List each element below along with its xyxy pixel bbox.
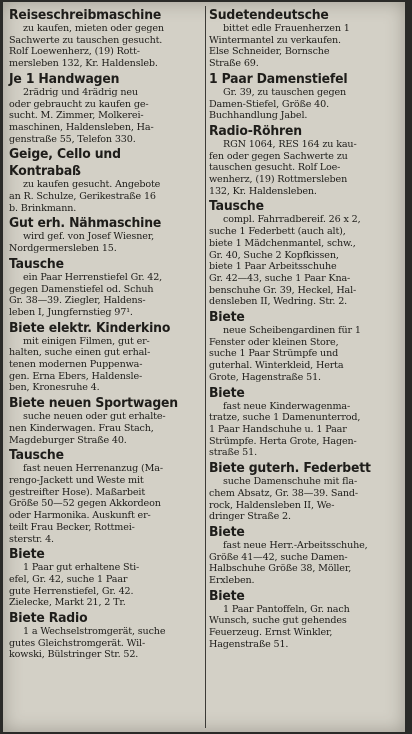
ad-headline: Reiseschreibmaschine: [9, 7, 162, 23]
ad-text-line: an R. Schulze, Gerikestraße 16: [9, 191, 156, 203]
ad-text-line: Gr. 42—43, suche 1 Paar Kna-: [209, 272, 351, 284]
ad-text-line: Hagenstraße 51.: [209, 638, 289, 650]
ad-headline: Biete: [9, 546, 45, 563]
ad-headline: Tausche: [9, 255, 64, 272]
ad-text-line: fast neuen Herrenanzug (Ma-: [23, 463, 163, 475]
ad-headline: Tausche: [9, 447, 64, 464]
ad-text-line: Strümpfe. Herta Grote, Hagen-: [209, 435, 357, 447]
ad-text-line: mersleben 132, Kr. Haldensleb.: [9, 58, 158, 70]
ad-headline: Biete guterh. Federbett: [209, 460, 371, 477]
classified-ad: [9, 72, 201, 146]
newspaper-clipping: [3, 2, 405, 732]
ad-text-line: benschuhe Gr. 39, Heckel, Hal-: [209, 284, 357, 296]
ad-text-line: dringer Straße 2.: [209, 511, 291, 523]
ad-text-line: 2rädrig und 4rädrig neu: [23, 86, 138, 98]
right-column: [209, 8, 399, 653]
ad-text-line: gute Herrenstiefel, Gr. 42.: [9, 585, 134, 597]
ad-text-line: Größe 41—42, suche Damen-: [209, 551, 348, 563]
ad-text-line: oder gebraucht zu kaufen ge-: [9, 98, 149, 110]
ad-text-line: nen Kinderwagen. Frau Stach,: [9, 422, 154, 434]
ad-text-line: oder Harmonika. Auskunft er-: [9, 510, 151, 522]
ad-text-line: Gr. 39, zu tauschen gegen: [223, 86, 347, 98]
ad-text-line: efel, Gr. 42, suche 1 Paar: [9, 573, 128, 585]
ad-text-line: biete 1 Mädchenmantel, schw.,: [209, 237, 356, 249]
ad-text-line: halten, suche einen gut erhal-: [9, 347, 151, 359]
ad-text-line: ein Paar Herrenstiefel Gr. 42,: [23, 271, 163, 283]
classified-ad: [9, 611, 201, 661]
ad-text-line: guterhal. Winterkleid, Herta: [209, 360, 344, 372]
ad-text-line: chem Absatz, Gr. 38—39. Sand-: [209, 487, 359, 499]
ad-text-line: Sachwerte zu tauschen gesucht.: [9, 34, 163, 46]
ad-text-line: Grote, Hagenstraße 51.: [209, 371, 321, 383]
ad-text-line: 132, Kr. Haldensleben.: [209, 185, 317, 197]
classified-ad: [9, 8, 201, 70]
ad-text-line: Feuerzeug. Ernst Winkler,: [209, 627, 333, 639]
ad-headline: Je 1 Handwagen: [9, 70, 120, 87]
ad-text-line: Halbschuhe Größe 38, Möller,: [209, 563, 352, 575]
ad-text-line: suche 1 Federbett (auch alt),: [209, 226, 346, 238]
ad-text-line: kowski, Bülstringer Str. 52.: [9, 649, 139, 661]
ad-text-line: ben, Kronesruhe 4.: [9, 382, 100, 394]
ad-text-line: wenherz, (19) Rottmersleben: [209, 174, 348, 186]
classified-ad: [209, 72, 399, 122]
classified-ad: [209, 386, 399, 460]
ad-headline: Tausche: [209, 198, 264, 215]
classified-ad: [9, 216, 201, 254]
ad-text-line: teilt Frau Becker, Rottmei-: [9, 521, 135, 533]
ad-headline: Gut erh. Nähmaschine: [9, 215, 162, 232]
classified-ad: [209, 8, 399, 70]
ad-text-line: Zielecke, Markt 21, 2 Tr.: [9, 597, 126, 609]
ad-text-line: 1 a Wechselstromgerät, suche: [23, 626, 166, 638]
ad-text-line: RGN 1064, RES 164 zu kau-: [223, 138, 357, 150]
ad-text-line: suche 1 Paar Strümpfe und: [209, 348, 339, 360]
ad-text-line: gen. Erna Ebers, Haldensle-: [9, 370, 143, 382]
ad-text-line: Else Schneider, Bornsche: [209, 46, 330, 58]
classified-ad: [209, 461, 399, 523]
ad-text-line: suche Damenschuhe mit fla-: [223, 476, 358, 488]
ad-text-line: Fenster oder kleinen Store,: [209, 336, 339, 348]
ad-text-line: 1 Paar Handschuhe u. 1 Paar: [209, 423, 347, 435]
ad-text-line: mit einigen Filmen, gut er-: [23, 335, 150, 347]
ad-headline: Biete elektr. Kinderkino: [9, 319, 171, 336]
classified-ad: [9, 257, 201, 319]
ad-text-line: Gr. 40, Suche 2 Kopfkissen,: [209, 249, 339, 261]
classified-ad: [209, 310, 399, 384]
ad-text-line: zu kaufen gesucht. Angebote: [23, 179, 161, 191]
ad-text-line: neue Scheibengardinen für 1: [223, 325, 361, 337]
ad-text-line: Erxleben.: [209, 575, 255, 587]
ad-text-line: tauschen gesucht. Rolf Loe-: [209, 162, 341, 174]
ad-text-line: Nordgermersleben 15.: [9, 243, 117, 255]
ad-headline: Kontrabaß: [9, 163, 81, 180]
classified-ad: [9, 164, 201, 214]
ad-text-line: sterstr. 4.: [9, 533, 54, 545]
ad-text-line: bittet edle Frauenherzen 1: [223, 23, 350, 34]
ad-text-line: suche neuen oder gut erhalte-: [23, 411, 166, 423]
ad-text-line: tenen modernen Puppenwa-: [9, 359, 143, 371]
ad-headline: 1 Paar Damenstiefel: [209, 70, 348, 87]
left-column: [9, 8, 201, 663]
column-divider: [205, 6, 206, 728]
ad-text-line: Gr. 38—39. Ziegler, Haldens-: [9, 295, 146, 307]
ad-text-line: biete 1 Paar Arbeitsschuhe: [209, 261, 337, 273]
ad-headline: Radio-Röhren: [209, 122, 302, 139]
ad-headline: Biete: [209, 309, 245, 326]
ad-text-line: fen oder gegen Sachwerte zu: [209, 150, 348, 162]
ad-text-line: Straße 69.: [209, 58, 259, 70]
ad-text-line: straße 51.: [209, 447, 257, 459]
ad-headline: Biete: [209, 523, 245, 540]
ad-text-line: Wunsch, suche gut gehendes: [209, 615, 347, 627]
ad-headline: Biete Radio: [9, 610, 88, 627]
ad-text-line: 1 Paar Pantoffeln, Gr. nach: [223, 603, 350, 615]
ad-text-line: gestreifter Hose). Maßarbeit: [9, 486, 146, 498]
ad-text-line: Magdeburger Straße 40.: [9, 434, 127, 446]
ad-text-line: compl. Fahrradbereif. 26 x 2,: [223, 214, 361, 226]
ad-text-line: fast neue Kinderwagenma-: [223, 400, 351, 412]
ad-text-line: 1 Paar gut erhaltene Sti-: [23, 562, 140, 574]
classified-ad: [9, 547, 201, 609]
ad-text-line: b. Brinkmann.: [9, 202, 77, 214]
classified-ad: [9, 448, 201, 545]
classified-ad: [209, 589, 399, 651]
classified-ad: [9, 147, 201, 162]
ad-text-line: densleben II, Wedring. Str. 2.: [209, 296, 348, 308]
ad-text-line: gutes Gleichstromgerät. Wil-: [9, 637, 146, 649]
ad-text-line: genstraße 55, Telefon 330.: [9, 133, 136, 145]
classified-ad: [209, 199, 399, 308]
ad-text-line: leben I, Jungfernstieg 97¹.: [9, 306, 133, 318]
ad-text-line: tratze, suche 1 Damenunterrod,: [209, 412, 361, 424]
ad-text-line: maschinen, Haldensleben, Ha-: [9, 121, 154, 133]
classified-ad: [9, 396, 201, 446]
ad-text-line: Wintermantel zu verkaufen.: [209, 34, 341, 46]
ad-text-line: sucht. M. Zimmer, Molkerei-: [9, 110, 144, 122]
ad-text-line: fast neue Herr.-Arbeitsschuhe,: [223, 539, 368, 551]
ad-text-line: Buchhandlung Jabel.: [209, 110, 308, 122]
ad-text-line: zu kaufen, mieten oder gegen: [23, 23, 164, 34]
ad-headline: Biete: [209, 587, 245, 604]
ad-text-line: Rolf Loewenherz, (19) Rott-: [9, 46, 140, 58]
classified-ad: [209, 124, 399, 198]
ad-headline: Geige, Cello und: [9, 146, 121, 163]
ad-headline: Sudetendeutsche: [209, 7, 329, 23]
classified-ad: [9, 321, 201, 395]
classified-ad: [209, 525, 399, 587]
ad-text-line: rock, Haldensleben II, We-: [209, 499, 335, 511]
ad-text-line: Damen-Stiefel, Größe 40.: [209, 98, 329, 110]
ad-headline: Biete neuen Sportwagen: [9, 395, 178, 412]
ad-text-line: Größe 50—52 gegen Akkordeon: [9, 498, 161, 510]
ad-text-line: wird gef. von Josef Wiesner,: [23, 231, 155, 243]
ad-text-line: gegen Damenstiefel od. Schuh: [9, 283, 154, 295]
ad-text-line: rengo-Jackett und Weste mit: [9, 474, 144, 486]
ad-headline: Biete: [209, 384, 245, 401]
